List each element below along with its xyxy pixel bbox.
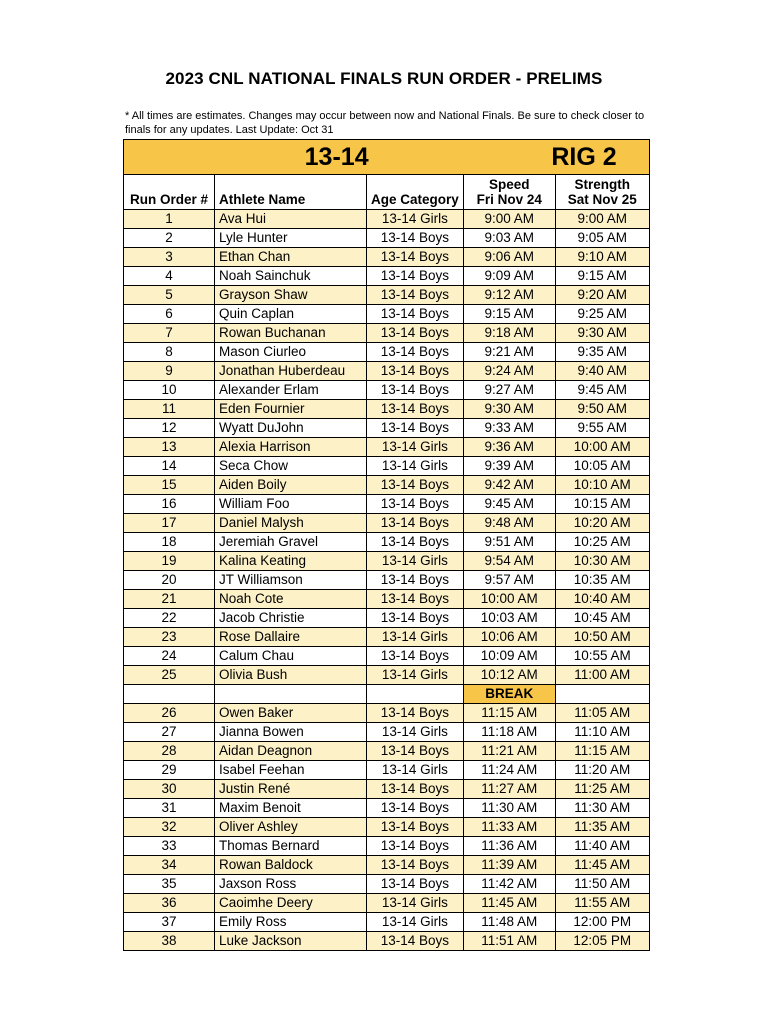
strength-time: 9:10 AM	[555, 248, 649, 267]
speed-time: 9:48 AM	[463, 514, 555, 533]
athlete-name: Noah Sainchuk	[215, 267, 367, 286]
age-category: 13-14 Girls	[367, 457, 464, 476]
athlete-name: Isabel Feehan	[215, 761, 367, 780]
strength-time: 11:40 AM	[555, 837, 649, 856]
age-category: 13-14 Boys	[367, 742, 464, 761]
table-row	[124, 267, 650, 286]
table-row	[124, 666, 650, 685]
age-category: 13-14 Boys	[367, 590, 464, 609]
speed-time: 9:15 AM	[463, 305, 555, 324]
run-order-number: 12	[124, 419, 215, 438]
age-category: 13-14 Boys	[367, 324, 464, 343]
age-category: 13-14 Boys	[367, 932, 464, 951]
athlete-name: Jianna Bowen	[215, 723, 367, 742]
table-row	[124, 381, 650, 400]
athlete-name: Owen Baker	[215, 704, 367, 723]
run-order-number: 21	[124, 590, 215, 609]
strength-time: 11:05 AM	[555, 704, 649, 723]
run-order-number: 38	[124, 932, 215, 951]
strength-time: 10:45 AM	[555, 609, 649, 628]
table-row	[124, 913, 650, 932]
run-order-number: 7	[124, 324, 215, 343]
age-category: 13-14 Girls	[367, 913, 464, 932]
athlete-name: Eden Fournier	[215, 400, 367, 419]
speed-time: 10:03 AM	[463, 609, 555, 628]
age-category: 13-14 Boys	[367, 305, 464, 324]
table-row	[124, 723, 650, 742]
table-row	[124, 818, 650, 837]
athlete-name: Justin René	[215, 780, 367, 799]
strength-time: 11:15 AM	[555, 742, 649, 761]
run-order-number: 25	[124, 666, 215, 685]
athlete-name: Caoimhe Deery	[215, 894, 367, 913]
strength-time: 10:00 AM	[555, 438, 649, 457]
age-category: 13-14 Boys	[367, 799, 464, 818]
break-empty-cell	[124, 685, 215, 704]
speed-time: 11:27 AM	[463, 780, 555, 799]
speed-time: 11:42 AM	[463, 875, 555, 894]
run-order-number: 33	[124, 837, 215, 856]
speed-time: 11:39 AM	[463, 856, 555, 875]
run-order-number: 36	[124, 894, 215, 913]
division-label: 13-14	[124, 140, 464, 175]
break-empty-cell	[215, 685, 367, 704]
rig-label: RIG 2	[463, 140, 649, 175]
table-row	[124, 552, 650, 571]
athlete-name: Aiden Boily	[215, 476, 367, 495]
table-row	[124, 248, 650, 267]
age-category-column-header: Age Category	[367, 175, 464, 210]
table-row	[124, 438, 650, 457]
table-row	[124, 647, 650, 666]
age-category: 13-14 Girls	[367, 438, 464, 457]
speed-time: 9:24 AM	[463, 362, 555, 381]
run-order-body	[124, 210, 650, 951]
run-order-number: 27	[124, 723, 215, 742]
strength-time: 11:55 AM	[555, 894, 649, 913]
athlete-name: Ethan Chan	[215, 248, 367, 267]
strength-time: 9:15 AM	[555, 267, 649, 286]
strength-time: 12:00 PM	[555, 913, 649, 932]
strength-time: 9:25 AM	[555, 305, 649, 324]
speed-header-line2: Fri Nov 24	[476, 192, 542, 207]
strength-column-header	[555, 175, 649, 210]
run-order-number: 31	[124, 799, 215, 818]
speed-time: 9:36 AM	[463, 438, 555, 457]
run-order-number: 2	[124, 229, 215, 248]
speed-time: 11:51 AM	[463, 932, 555, 951]
age-category: 13-14 Boys	[367, 419, 464, 438]
age-category: 13-14 Girls	[367, 666, 464, 685]
strength-time: 10:25 AM	[555, 533, 649, 552]
athlete-name: Daniel Malysh	[215, 514, 367, 533]
strength-time: 11:45 AM	[555, 856, 649, 875]
speed-time: 11:24 AM	[463, 761, 555, 780]
strength-time: 9:05 AM	[555, 229, 649, 248]
table-row	[124, 362, 650, 381]
speed-time: 9:51 AM	[463, 533, 555, 552]
age-category: 13-14 Boys	[367, 229, 464, 248]
strength-time: 11:30 AM	[555, 799, 649, 818]
athlete-name: William Foo	[215, 495, 367, 514]
run-order-table	[123, 139, 650, 951]
speed-time: 9:27 AM	[463, 381, 555, 400]
strength-time: 10:05 AM	[555, 457, 649, 476]
table-row	[124, 780, 650, 799]
run-order-number: 1	[124, 210, 215, 229]
age-category: 13-14 Boys	[367, 647, 464, 666]
table-row	[124, 837, 650, 856]
age-category: 13-14 Boys	[367, 856, 464, 875]
age-category: 13-14 Girls	[367, 761, 464, 780]
age-category: 13-14 Boys	[367, 343, 464, 362]
speed-time: 11:36 AM	[463, 837, 555, 856]
strength-time: 11:00 AM	[555, 666, 649, 685]
speed-time: 11:33 AM	[463, 818, 555, 837]
strength-time: 11:10 AM	[555, 723, 649, 742]
athlete-name: Seca Chow	[215, 457, 367, 476]
strength-time: 10:30 AM	[555, 552, 649, 571]
speed-time: 11:45 AM	[463, 894, 555, 913]
speed-header-line1: Speed	[489, 177, 530, 192]
age-category: 13-14 Boys	[367, 286, 464, 305]
speed-time: 9:54 AM	[463, 552, 555, 571]
speed-time: 11:15 AM	[463, 704, 555, 723]
athlete-name: Noah Cote	[215, 590, 367, 609]
run-order-number: 16	[124, 495, 215, 514]
strength-time: 11:25 AM	[555, 780, 649, 799]
age-category: 13-14 Girls	[367, 210, 464, 229]
strength-time: 10:50 AM	[555, 628, 649, 647]
speed-time: 10:06 AM	[463, 628, 555, 647]
age-category: 13-14 Boys	[367, 248, 464, 267]
strength-time: 11:20 AM	[555, 761, 649, 780]
athlete-name: Jaxson Ross	[215, 875, 367, 894]
athlete-name: Calum Chau	[215, 647, 367, 666]
speed-column-header	[463, 175, 555, 210]
athlete-name: Kalina Keating	[215, 552, 367, 571]
athlete-name: Wyatt DuJohn	[215, 419, 367, 438]
strength-time: 9:55 AM	[555, 419, 649, 438]
run-order-number: 37	[124, 913, 215, 932]
speed-time: 10:00 AM	[463, 590, 555, 609]
run-order-column-header: Run Order #	[124, 175, 215, 210]
table-row	[124, 210, 650, 229]
strength-time: 10:55 AM	[555, 647, 649, 666]
athlete-name: Grayson Shaw	[215, 286, 367, 305]
strength-time: 9:40 AM	[555, 362, 649, 381]
speed-time: 11:48 AM	[463, 913, 555, 932]
strength-time: 11:35 AM	[555, 818, 649, 837]
table-row	[124, 229, 650, 248]
strength-time: 10:15 AM	[555, 495, 649, 514]
speed-time: 9:30 AM	[463, 400, 555, 419]
athlete-name: Aidan Deagnon	[215, 742, 367, 761]
speed-time: 11:21 AM	[463, 742, 555, 761]
run-order-number: 23	[124, 628, 215, 647]
break-row	[124, 685, 650, 704]
age-category: 13-14 Girls	[367, 628, 464, 647]
athlete-name: Ava Hui	[215, 210, 367, 229]
table-row	[124, 343, 650, 362]
table-row	[124, 875, 650, 894]
speed-time: 9:06 AM	[463, 248, 555, 267]
speed-time: 9:12 AM	[463, 286, 555, 305]
strength-time: 10:10 AM	[555, 476, 649, 495]
age-category: 13-14 Boys	[367, 704, 464, 723]
table-row	[124, 590, 650, 609]
speed-time: 9:00 AM	[463, 210, 555, 229]
athlete-name: Lyle Hunter	[215, 229, 367, 248]
table-row	[124, 704, 650, 723]
athlete-name: Mason Ciurleo	[215, 343, 367, 362]
strength-header-line1: Strength	[574, 177, 631, 192]
table-row	[124, 476, 650, 495]
table-row	[124, 609, 650, 628]
table-row	[124, 571, 650, 590]
age-category: 13-14 Girls	[367, 552, 464, 571]
athlete-name: Thomas Bernard	[215, 837, 367, 856]
athlete-name: Luke Jackson	[215, 932, 367, 951]
age-category: 13-14 Boys	[367, 495, 464, 514]
strength-time: 12:05 PM	[555, 932, 649, 951]
speed-time: 9:42 AM	[463, 476, 555, 495]
speed-time: 10:12 AM	[463, 666, 555, 685]
column-header-row	[124, 175, 650, 210]
run-order-number: 20	[124, 571, 215, 590]
table-row	[124, 324, 650, 343]
age-category: 13-14 Boys	[367, 837, 464, 856]
athlete-column-header: Athlete Name	[215, 175, 367, 210]
run-order-number: 35	[124, 875, 215, 894]
athlete-name: Jeremiah Gravel	[215, 533, 367, 552]
run-order-number: 30	[124, 780, 215, 799]
division-banner	[124, 140, 650, 175]
run-order-number: 32	[124, 818, 215, 837]
table-row	[124, 514, 650, 533]
age-category: 13-14 Boys	[367, 609, 464, 628]
strength-time: 11:50 AM	[555, 875, 649, 894]
speed-time: 9:57 AM	[463, 571, 555, 590]
strength-time: 10:40 AM	[555, 590, 649, 609]
run-order-number: 22	[124, 609, 215, 628]
strength-time: 9:20 AM	[555, 286, 649, 305]
age-category: 13-14 Boys	[367, 381, 464, 400]
run-order-number: 3	[124, 248, 215, 267]
table-row	[124, 400, 650, 419]
table-row	[124, 286, 650, 305]
speed-time: 9:21 AM	[463, 343, 555, 362]
run-order-number: 28	[124, 742, 215, 761]
table-row	[124, 932, 650, 951]
speed-time: 11:30 AM	[463, 799, 555, 818]
table-row	[124, 457, 650, 476]
age-category: 13-14 Boys	[367, 362, 464, 381]
age-category: 13-14 Boys	[367, 571, 464, 590]
strength-time: 9:35 AM	[555, 343, 649, 362]
table-row	[124, 533, 650, 552]
speed-time: 9:33 AM	[463, 419, 555, 438]
athlete-name: Olivia Bush	[215, 666, 367, 685]
speed-time: 11:18 AM	[463, 723, 555, 742]
run-order-number: 24	[124, 647, 215, 666]
age-category: 13-14 Girls	[367, 894, 464, 913]
speed-time: 9:18 AM	[463, 324, 555, 343]
speed-time: 9:39 AM	[463, 457, 555, 476]
table-row	[124, 799, 650, 818]
table-row	[124, 856, 650, 875]
table-row	[124, 894, 650, 913]
run-order-number: 17	[124, 514, 215, 533]
athlete-name: Rowan Buchanan	[215, 324, 367, 343]
run-order-number: 4	[124, 267, 215, 286]
age-category: 13-14 Boys	[367, 875, 464, 894]
age-category: 13-14 Boys	[367, 514, 464, 533]
age-category: 13-14 Boys	[367, 400, 464, 419]
strength-time: 9:45 AM	[555, 381, 649, 400]
athlete-name: Rowan Baldock	[215, 856, 367, 875]
run-order-number: 26	[124, 704, 215, 723]
speed-time: 9:45 AM	[463, 495, 555, 514]
athlete-name: Rose Dallaire	[215, 628, 367, 647]
document-title: 2023 CNL NATIONAL FINALS RUN ORDER - PRELIMS	[165, 69, 603, 88]
age-category: 13-14 Girls	[367, 723, 464, 742]
strength-header-line2: Sat Nov 25	[567, 192, 637, 207]
age-category: 13-14 Boys	[367, 267, 464, 286]
run-order-number: 11	[124, 400, 215, 419]
break-label: BREAK	[463, 685, 555, 704]
table-row	[124, 761, 650, 780]
strength-time: 10:35 AM	[555, 571, 649, 590]
run-order-number: 14	[124, 457, 215, 476]
speed-time: 10:09 AM	[463, 647, 555, 666]
run-order-number: 15	[124, 476, 215, 495]
run-order-number: 34	[124, 856, 215, 875]
table-row	[124, 419, 650, 438]
run-order-number: 29	[124, 761, 215, 780]
run-order-number: 5	[124, 286, 215, 305]
run-order-number: 6	[124, 305, 215, 324]
run-order-number: 9	[124, 362, 215, 381]
strength-time: 10:20 AM	[555, 514, 649, 533]
strength-time: 9:50 AM	[555, 400, 649, 419]
athlete-name: Jonathan Huberdeau	[215, 362, 367, 381]
athlete-name: Quin Caplan	[215, 305, 367, 324]
athlete-name: Emily Ross	[215, 913, 367, 932]
estimate-notice: * All times are estimates. Changes may occur between now and National Finals. Be sure to check closer to finals for any updates. Last Update: Oct 31	[125, 110, 645, 136]
break-empty-cell	[367, 685, 464, 704]
run-order-number: 19	[124, 552, 215, 571]
break-empty-cell	[555, 685, 649, 704]
strength-time: 9:30 AM	[555, 324, 649, 343]
table-row	[124, 628, 650, 647]
age-category: 13-14 Boys	[367, 780, 464, 799]
age-category: 13-14 Boys	[367, 818, 464, 837]
age-category: 13-14 Boys	[367, 476, 464, 495]
run-order-number: 10	[124, 381, 215, 400]
run-order-number: 18	[124, 533, 215, 552]
table-row	[124, 742, 650, 761]
athlete-name: Alexander Erlam	[215, 381, 367, 400]
athlete-name: JT Williamson	[215, 571, 367, 590]
age-category: 13-14 Boys	[367, 533, 464, 552]
athlete-name: Jacob Christie	[215, 609, 367, 628]
table-row	[124, 495, 650, 514]
athlete-name: Alexia Harrison	[215, 438, 367, 457]
run-order-number: 13	[124, 438, 215, 457]
speed-time: 9:09 AM	[463, 267, 555, 286]
speed-time: 9:03 AM	[463, 229, 555, 248]
table-row	[124, 305, 650, 324]
athlete-name: Maxim Benoit	[215, 799, 367, 818]
run-order-number: 8	[124, 343, 215, 362]
strength-time: 9:00 AM	[555, 210, 649, 229]
athlete-name: Oliver Ashley	[215, 818, 367, 837]
